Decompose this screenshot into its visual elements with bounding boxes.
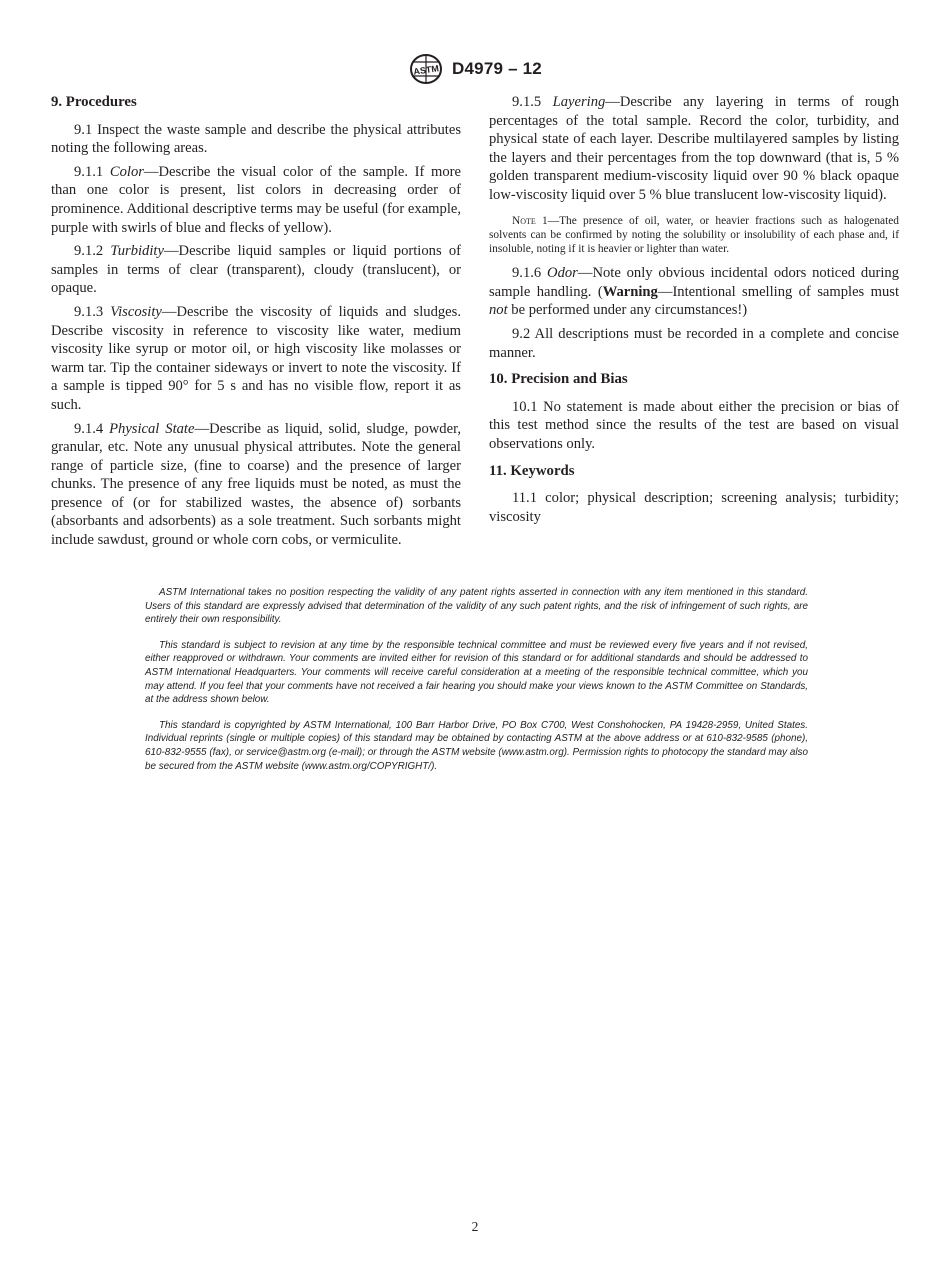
- paragraph-9-1-1: 9.1.1 Color—Describe the visual color of the sample. If more than one color is present, list colors in decreasing order of prominence. Additional descriptive terms may be useful (for example, purple with swirls of blue and flecks of yellow).: [51, 163, 461, 236]
- page-number: 2: [471, 1219, 479, 1234]
- patent-notice: ASTM International takes no position respecting the validity of any patent rights asserted in connection with any item mentioned in this standard. Users of this standard are expressly advised that determination of the validity of any such patent rights, and the risk of infringement of such rights, are entirely their own responsibility.: [145, 587, 808, 626]
- section-10-heading: 10. Precision and Bias: [489, 371, 628, 388]
- note-1: Note 1—The presence of oil, water, or heavier fractions such as halogenated solvents can be confirmed by noting the solubility or insolubility of each phase and, if insoluble, noting if it is heavier or lighter than water.: [489, 214, 899, 255]
- paragraph-9-1-3: 9.1.3 Viscosity—Describe the viscosity of liquids and sludges. Describe viscosity in reference to viscosity like water, medium viscosity like syrup or motor oil, or high viscosity like molasses or warm tar. Tip the container sideways or invert to note the viscosity. If a sample is tipped 90° for 5 s and has no visible flow, report it as such.: [51, 303, 461, 413]
- paragraph-9-1-4: 9.1.4 Physical State—Describe as liquid, solid, sludge, powder, granular, etc. Note any unusual physical attributes. Note the general range of particle size, (fine to coarse) and the presence of larger chunks. The presence of any free liquids must be noted, as must the presence of (or for stabilized wastes, the absence of) sorbants (absorbants and adsorbents) as a sole treatment. Such sorbants might include sawdust, ground or whole corn cobs, or vermiculite.: [51, 420, 461, 549]
- legal-footer: [145, 586, 808, 785]
- paragraph-9-1: 9.1 Inspect the waste sample and describe the physical attributes noting the following areas.: [51, 121, 461, 157]
- copyright-notice: This standard is copyrighted by ASTM International, 100 Barr Harbor Drive, PO Box C700, West Conshohocken, PA 19428-2959, United States. Individual reprints (single or multiple copies) of this standard may be obtained by contacting ASTM at the above address or at 610-832-9585 (phone), 610-832-9555 (fax), or service@astm.org (e-mail); or through the ASTM website (www.astm.org). Permission rights to photocopy the standard may also be secured from the ASTM website (www.astm.org/COPYRIGHT/).: [145, 719, 808, 772]
- standard-designation: D4979 – 12: [452, 59, 542, 78]
- svg-text:ASTM: ASTM: [412, 63, 440, 77]
- paragraph-9-1-2: 9.1.2 Turbidity—Describe liquid samples or liquid portions of samples in terms of clear (transparent), cloudy (translucent), or opaque.: [51, 243, 462, 297]
- paragraph-9-2: 9.2 All descriptions must be recorded in a complete and concise manner.: [489, 325, 899, 361]
- left-column: [51, 93, 461, 555]
- paragraph-9-1-6: 9.1.6 Odor—Note only obvious incidental odors noticed during sample handling. (Warning—Intentional smelling of samples must not be performed under any circumstances!): [489, 265, 900, 319]
- paragraph-9-1-5: 9.1.5 Layering—Describe any layering in terms of rough percentages of the total sample. Record the color, turbidity, and physical state of each layer. Describe multilayered samples by listing the layers and their percentages from the top downward (that is, 5 % golden transparent medium-viscosity liquid over 90 % black opaque low-viscosity liquid over 5 % blue translucent low-viscosity liquid).: [489, 94, 899, 203]
- document-header: [0, 52, 950, 86]
- section-9-heading: 9. Procedures: [51, 94, 137, 110]
- astm-logo-icon: [408, 52, 444, 86]
- paragraph-10-1: 10.1 No statement is made about either the precision or bias of this test method since the results of the test are based on visual observations only.: [489, 398, 899, 452]
- paragraph-11-1: 11.1 color; physical description; screening analysis; turbidity; viscosity: [489, 490, 899, 525]
- right-column: [489, 93, 899, 531]
- revision-notice: This standard is subject to revision at any time by the responsible technical committee and must be reviewed every five years and if not revised, either reapproved or withdrawn. Your comments are invited either for revision of this standard or for additional standards and should be addressed to ASTM International Headquarters. Your comments will receive careful consideration at a meeting of the responsible technical committee, which you may attend. If you feel that your comments have not received a fair hearing you should make your views known to the ASTM Committee on Standards, at the address shown below.: [145, 639, 808, 706]
- section-11-heading: 11. Keywords: [489, 462, 575, 479]
